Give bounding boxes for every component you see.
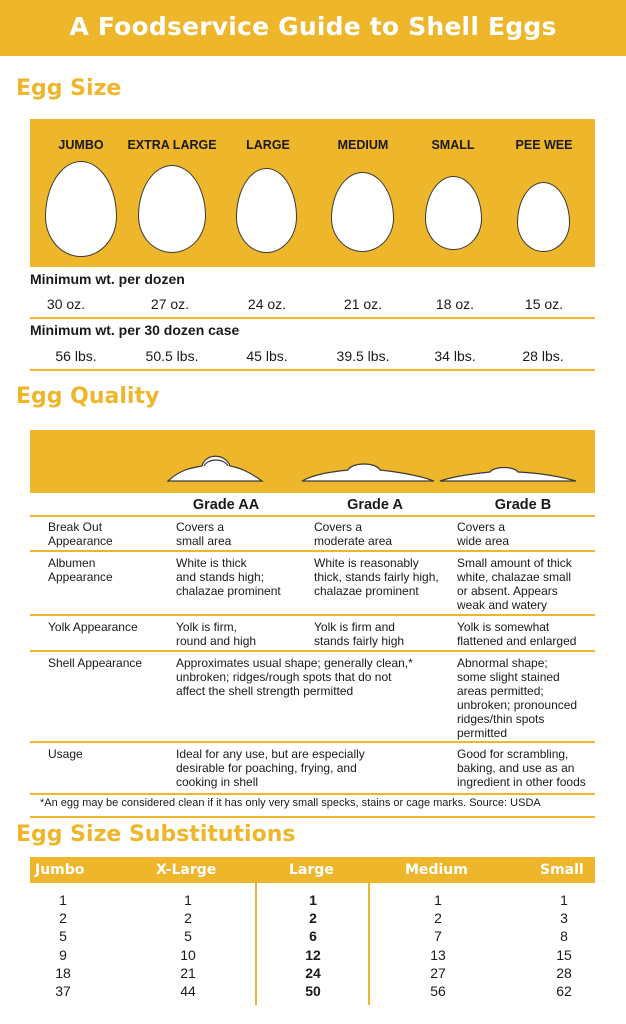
- weight-dozen-value: 27 oz.: [150, 296, 190, 312]
- usage-grade-aa-a: Ideal for any use, but are especially desirable for poaching, frying, and cooking in shell: [176, 747, 365, 789]
- col-header-medium: Medium: [405, 862, 468, 878]
- egg-large: [236, 168, 297, 253]
- substitution-column-jumbo: 1 2 5 9 18 37: [55, 892, 71, 1000]
- col-header-jumbo: Jumbo: [35, 862, 85, 878]
- egg-small: [425, 176, 482, 250]
- shell-grade-aa-a: Approximates usual shape; generally clean,* unbroken; ridges/rough spots that do not affect the shell strength permitted: [176, 656, 413, 698]
- albumen-grade-aa: White is thick and stands high; chalazae prominent: [176, 556, 281, 598]
- fried-egg-grade-b: [440, 468, 576, 482]
- divider: [30, 741, 595, 743]
- breakout-grade-b: Covers a wide area: [457, 520, 510, 548]
- weight-dozen-value: 21 oz.: [343, 296, 383, 312]
- weight-case-value: 39.5 lbs.: [336, 348, 390, 364]
- row-label-usage: Usage: [48, 747, 83, 761]
- weight-dozen-value: 18 oz.: [435, 296, 475, 312]
- shell-grade-b: Abnormal shape; some slight stained areas permitted; unbroken; pronounced ridges/thin spots permitted: [457, 656, 578, 740]
- weight-case-value: 28 lbs.: [522, 348, 564, 364]
- col-header-large: Large: [289, 862, 334, 878]
- egg-quality-heading: Egg Quality: [16, 384, 160, 409]
- egg-quality-panel: [30, 430, 595, 493]
- egg-medium: [331, 172, 394, 252]
- row-label-albumen: Albumen Appearance: [48, 556, 113, 584]
- col-header-small: Small: [540, 862, 584, 878]
- fried-egg-grade-a: [302, 464, 434, 481]
- substitutions-heading: Egg Size Substitutions: [16, 822, 296, 847]
- grade-aa-header: Grade AA: [192, 497, 260, 513]
- substitution-column-xlarge: 1 2 5 10 21 44: [180, 892, 196, 1000]
- albumen-grade-a: White is reasonably thick, stands fairly high, chalazae prominent: [314, 556, 439, 598]
- divider: [255, 883, 257, 1005]
- yolk-grade-aa: Yolk is firm, round and high: [176, 620, 257, 648]
- size-label-jumbo: JUMBO: [58, 138, 104, 152]
- grade-a-header: Grade A: [347, 497, 403, 513]
- min-weight-case-label: Minimum wt. per 30 dozen case: [30, 322, 240, 338]
- divider: [30, 650, 595, 652]
- col-header-xlarge: X-Large: [156, 862, 217, 878]
- divider: [30, 816, 595, 818]
- weight-dozen-value: 24 oz.: [247, 296, 287, 312]
- weight-case-value: 50.5 lbs.: [145, 348, 199, 364]
- page-title: A Foodservice Guide to Shell Eggs: [69, 12, 557, 41]
- weight-case-value: 34 lbs.: [434, 348, 476, 364]
- title-banner: [0, 0, 626, 56]
- divider: [30, 614, 595, 616]
- weight-dozen-value: 15 oz.: [524, 296, 564, 312]
- size-label-large: LARGE: [246, 138, 290, 152]
- egg-size-heading: Egg Size: [16, 76, 122, 101]
- divider: [30, 515, 595, 517]
- yolk-grade-a: Yolk is firm and stands fairly high: [314, 620, 405, 648]
- breakout-grade-a: Covers a moderate area: [314, 520, 393, 548]
- size-label-small: SMALL: [431, 138, 475, 152]
- yolk-grade-b: Yolk is somewhat flattened and enlarged: [457, 620, 577, 648]
- weight-case-value: 45 lbs.: [246, 348, 288, 364]
- weight-dozen-value: 30 oz.: [46, 296, 86, 312]
- egg-peewee: [517, 182, 570, 252]
- substitution-column-medium: 1 2 7 13 27 56: [430, 892, 446, 1000]
- fried-egg-grade-aa: [168, 456, 262, 481]
- divider: [30, 793, 595, 795]
- row-label-breakout: Break Out Appearance: [48, 520, 113, 548]
- divider: [30, 369, 595, 371]
- size-label-medium: MEDIUM: [337, 138, 389, 152]
- row-label-yolk: Yolk Appearance: [48, 620, 138, 634]
- size-label-xlarge: EXTRA LARGE: [127, 138, 217, 152]
- weight-case-value: 56 lbs.: [55, 348, 97, 364]
- fried-egg-illustrations: [30, 430, 595, 493]
- divider: [30, 317, 595, 319]
- substitutions-header-bar: [30, 857, 595, 883]
- row-label-shell: Shell Appearance: [48, 656, 143, 670]
- egg-jumbo: [45, 161, 117, 257]
- footnote: *An egg may be considered clean if it has only very small specks, stains or cage marks. Source: USDA: [40, 797, 541, 809]
- substitution-column-large: 1 2 6 12 24 50: [305, 892, 321, 1000]
- substitution-column-small: 1 3 8 15 28 62: [556, 892, 572, 1000]
- egg-size-panel: [30, 119, 595, 267]
- egg-xlarge: [138, 165, 206, 253]
- usage-grade-b: Good for scrambling, baking, and use as an ingredient in other foods: [457, 747, 586, 789]
- min-weight-dozen-label: Minimum wt. per dozen: [30, 271, 185, 287]
- size-label-peewee: PEE WEE: [515, 138, 573, 152]
- divider: [368, 883, 370, 1005]
- albumen-grade-b: Small amount of thick white, chalazae small or absent. Appears weak and watery: [457, 556, 572, 612]
- grade-b-header: Grade B: [494, 497, 552, 513]
- breakout-grade-aa: Covers a small area: [176, 520, 232, 548]
- divider: [30, 550, 595, 552]
